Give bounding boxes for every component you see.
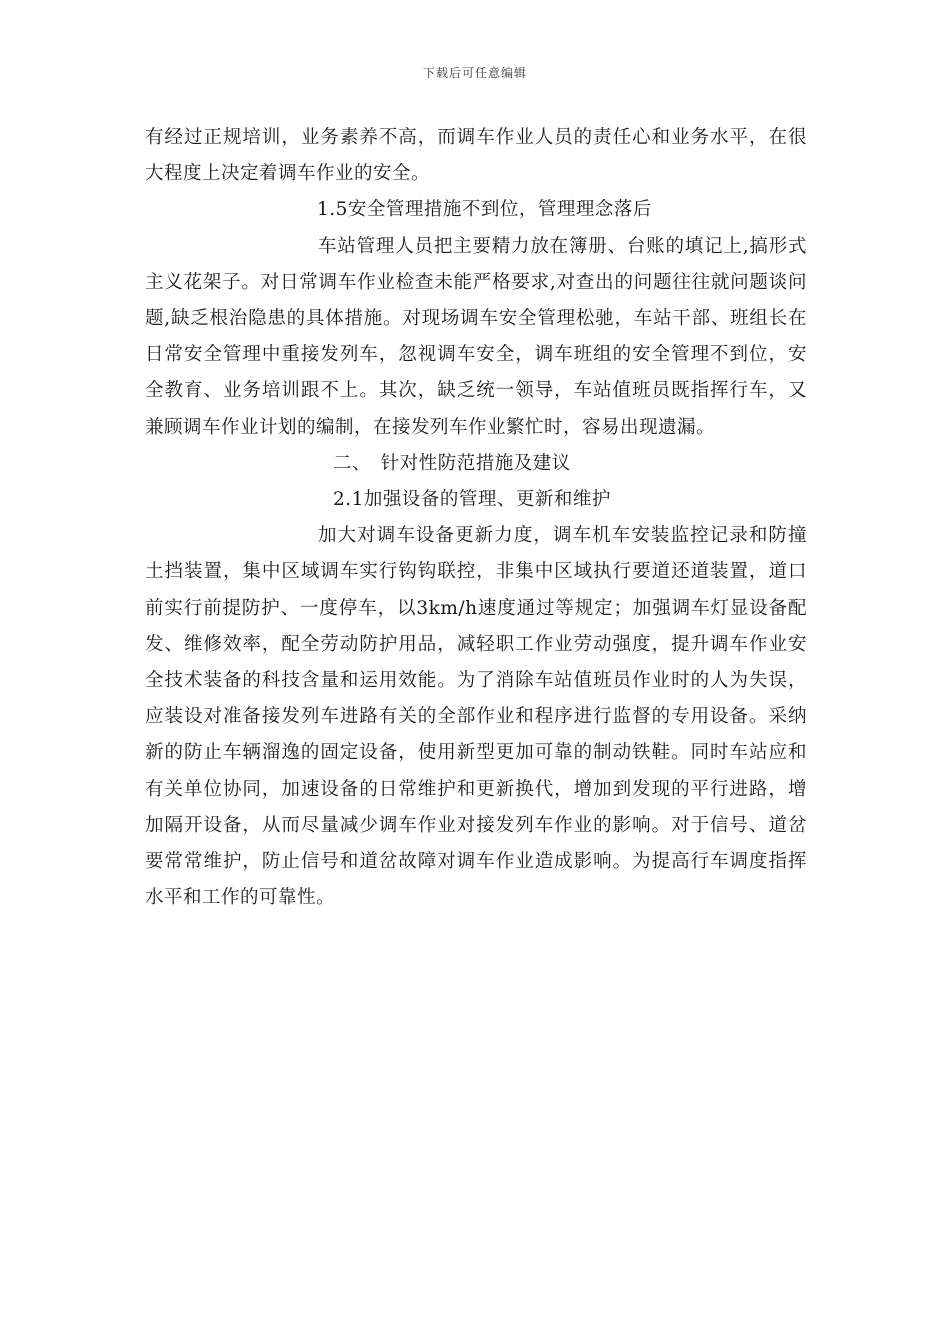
document-body	[145, 120, 807, 916]
paragraph-equipment: 加大对调车设备更新力度，调车机车安装监控记录和防撞土挡装置，集中区域调车实行钩钩联控，非集中区域执行要道还道装置，道口前实行前提防护、一度停车，以3km/h速度通过等规定；加强调车灯显设备配发、维修效率，配全劳动防护用品，减轻职工作业劳动强度，提升调车作业安全技术装备的科技含量和运用效能。为了消除车站值班员作业时的人为失误，应装设对准备接发列车进路有关的全部作业和程序进行监督的专用设备。采纳新的防止车辆溜逸的固定设备，使用新型更加可靠的制动铁鞋。同时车站应和有关单位协同，加速设备的日常维护和更新换代，增加到发现的平行进路，增加隔开设备，从而尽量减少调车作业对接发列车作业的影响。对于信号、道岔要常常维护，防止信号和道岔故障对调车作业造成影响。为提高行车调度指挥水平和工作的可靠性。	[145, 525, 807, 909]
section-heading-2: 二、 针对性防范措施及建议	[333, 452, 571, 474]
section-heading-1-5: 1.5安全管理措施不到位，管理理念落后	[317, 199, 652, 221]
page-header: 下载后可任意编辑	[422, 66, 527, 80]
paragraph-continued: 有经过正规培训，业务素养不高，而调车作业人员的责任心和业务水平，在很大程度上决定着调车作业的安全。	[145, 127, 807, 185]
paragraph-management: 车站管理人员把主要精力放在簿册、台账的填记上,搞形式主义花架子。对日常调车作业检查未能严格要求,对查出的问题往往就问题谈问题,缺乏根治隐患的具体措施。对现场调车安全管理松驰，车站干部、班组长在日常安全管理中重接发列车，忽视调车安全，调车班组的安全管理不到位，安全教育、业务培训跟不上。其次，缺乏统一领导，车站值班员既指挥行车，又兼顾调车作业计划的编制，在接发列车作业繁忙时，容易出现遗漏。	[145, 235, 807, 438]
section-heading-2-1: 2.1加强设备的管理、更新和维护	[333, 489, 611, 511]
